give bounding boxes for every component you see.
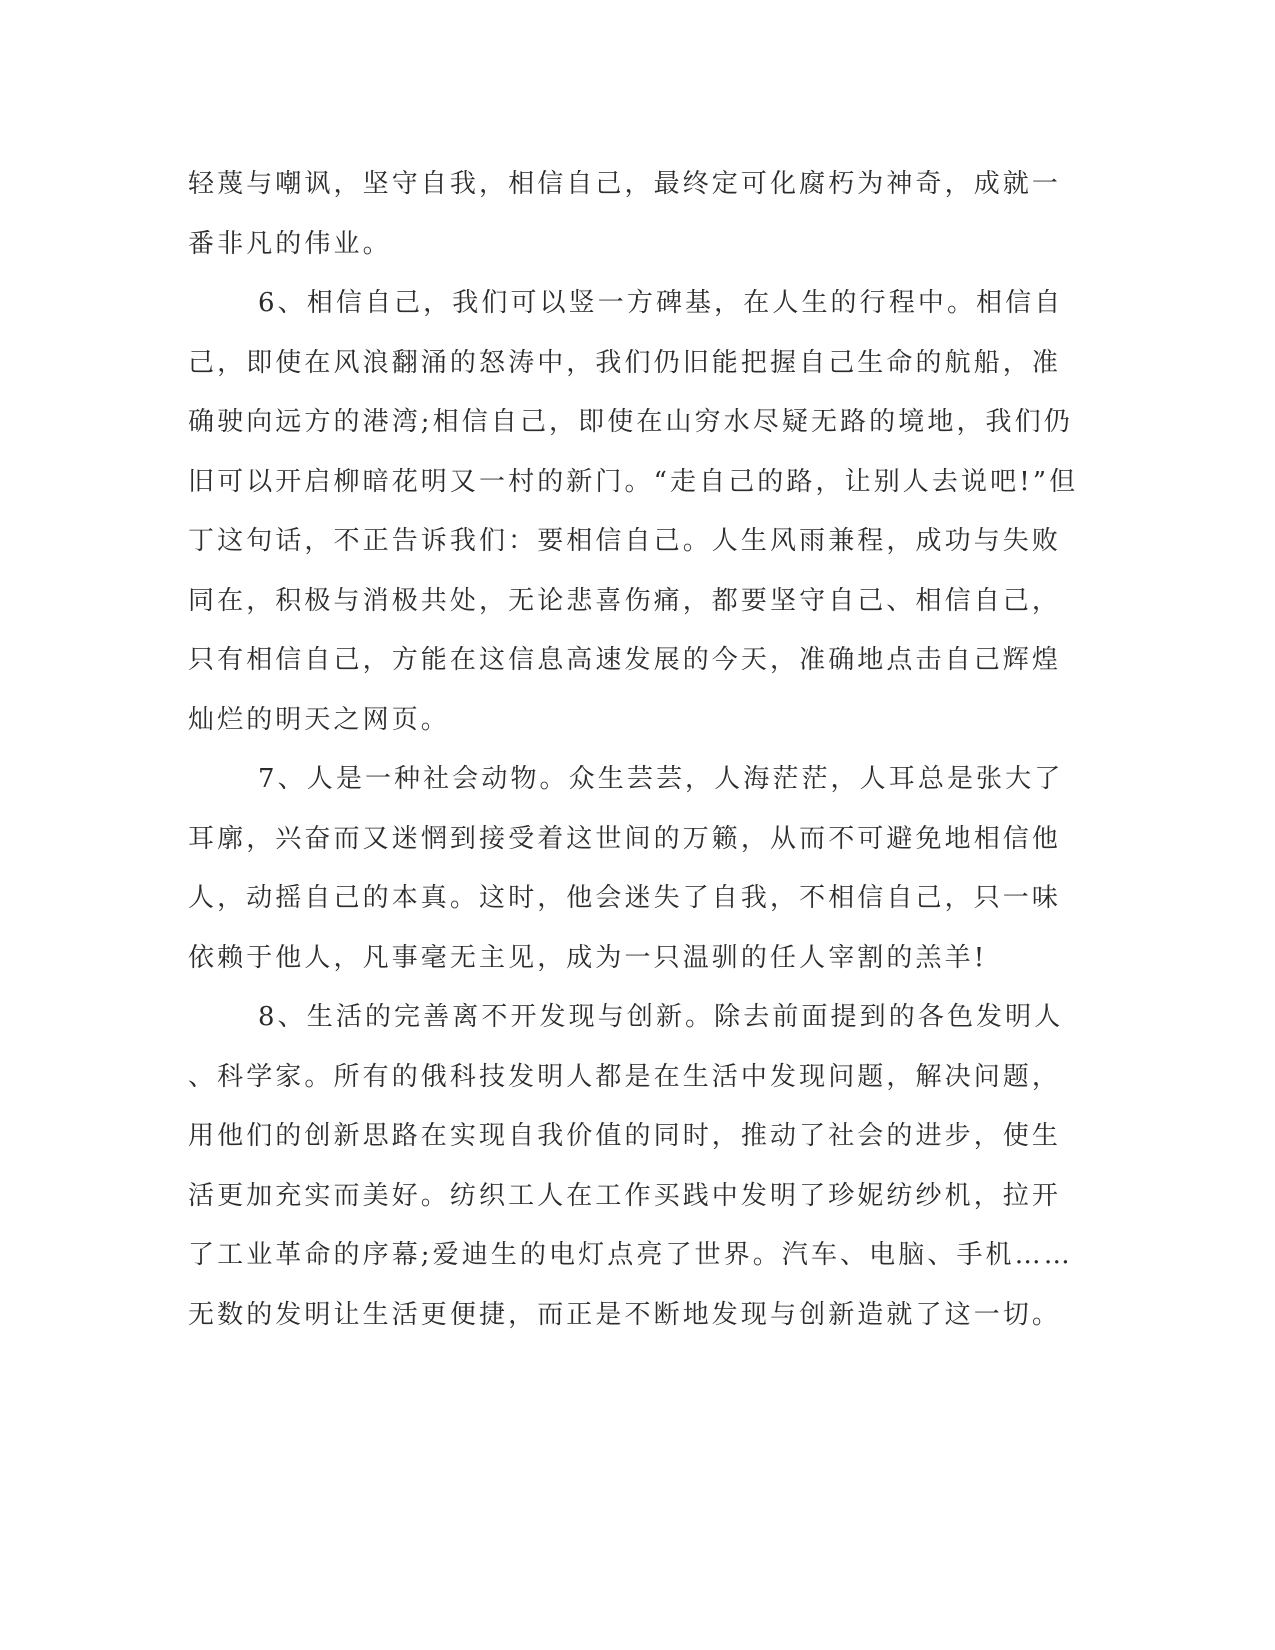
- text-line: 轻蔑与嘲讽，坚守自我，相信自己，最终定可化腐朽为神奇，成就一: [188, 169, 1062, 199]
- text-line: 了工业革命的序幕;爱迪生的电灯点亮了世界。汽车、电脑、手机……: [188, 1240, 1073, 1270]
- text-line: 丁这句话，不正告诉我们：要相信自己。人生风雨兼程，成功与失败: [188, 526, 1062, 556]
- text-line: 只有相信自己，方能在这信息高速发展的今天，准确地点击自己辉煌: [188, 645, 1062, 675]
- text-line: 己，即使在风浪翻涌的怒涛中，我们仍旧能把握自己生命的航船，准: [188, 347, 1062, 378]
- text-line: 依赖于他人，凡事毫无主见，成为一只温驯的任人宰割的羔羊!: [188, 942, 988, 973]
- paragraph-6-start: 6、相信自己，我们可以竖一方碑基，在人生的行程中。相信自: [258, 288, 1064, 318]
- text-line: 活更加充实而美好。纺织工人在工作买践中发明了珍妮纺纱机，拉开: [188, 1180, 1062, 1211]
- text-line: 、科学家。所有的俄科技发明人都是在生活中发现问题，解决问题，: [188, 1061, 1062, 1092]
- paragraph-7-start: 7、人是一种社会动物。众生芸芸，人海茫茫，人耳总是张大了: [258, 764, 1064, 794]
- text-line: 同在，积极与消极共处，无论悲喜伤痛，都要坚守自己、相信自己，: [188, 585, 1062, 616]
- text-line: 灿烂的明天之网页。: [188, 704, 450, 735]
- text-line: 用他们的创新思路在实现自我价值的同时，推动了社会的进步，使生: [188, 1121, 1062, 1151]
- text-line: 无数的发明让生活更便捷，而正是不断地发现与创新造就了这一切。: [188, 1299, 1062, 1330]
- document-body: [188, 155, 1079, 1345]
- text-line: 旧可以开启柳暗花明又一村的新门。“走自己的路，让别人去说吧!”但: [188, 466, 1079, 497]
- text-line: 人，动摇自己的本真。这时，他会迷失了自我，不相信自己，只一味: [188, 883, 1062, 913]
- paragraph-8-start: 8、生活的完善离不开发现与创新。除去前面提到的各色发明人: [258, 1002, 1064, 1032]
- text-line: 番非凡的伟业。: [188, 228, 392, 259]
- text-line: 耳廓，兴奋而又迷惘到接受着这世间的万籁，从而不可避免地相信他: [188, 823, 1062, 854]
- text-line: 确驶向远方的港湾;相信自己，即使在山穷水尽疑无路的境地，我们仍: [188, 407, 1073, 437]
